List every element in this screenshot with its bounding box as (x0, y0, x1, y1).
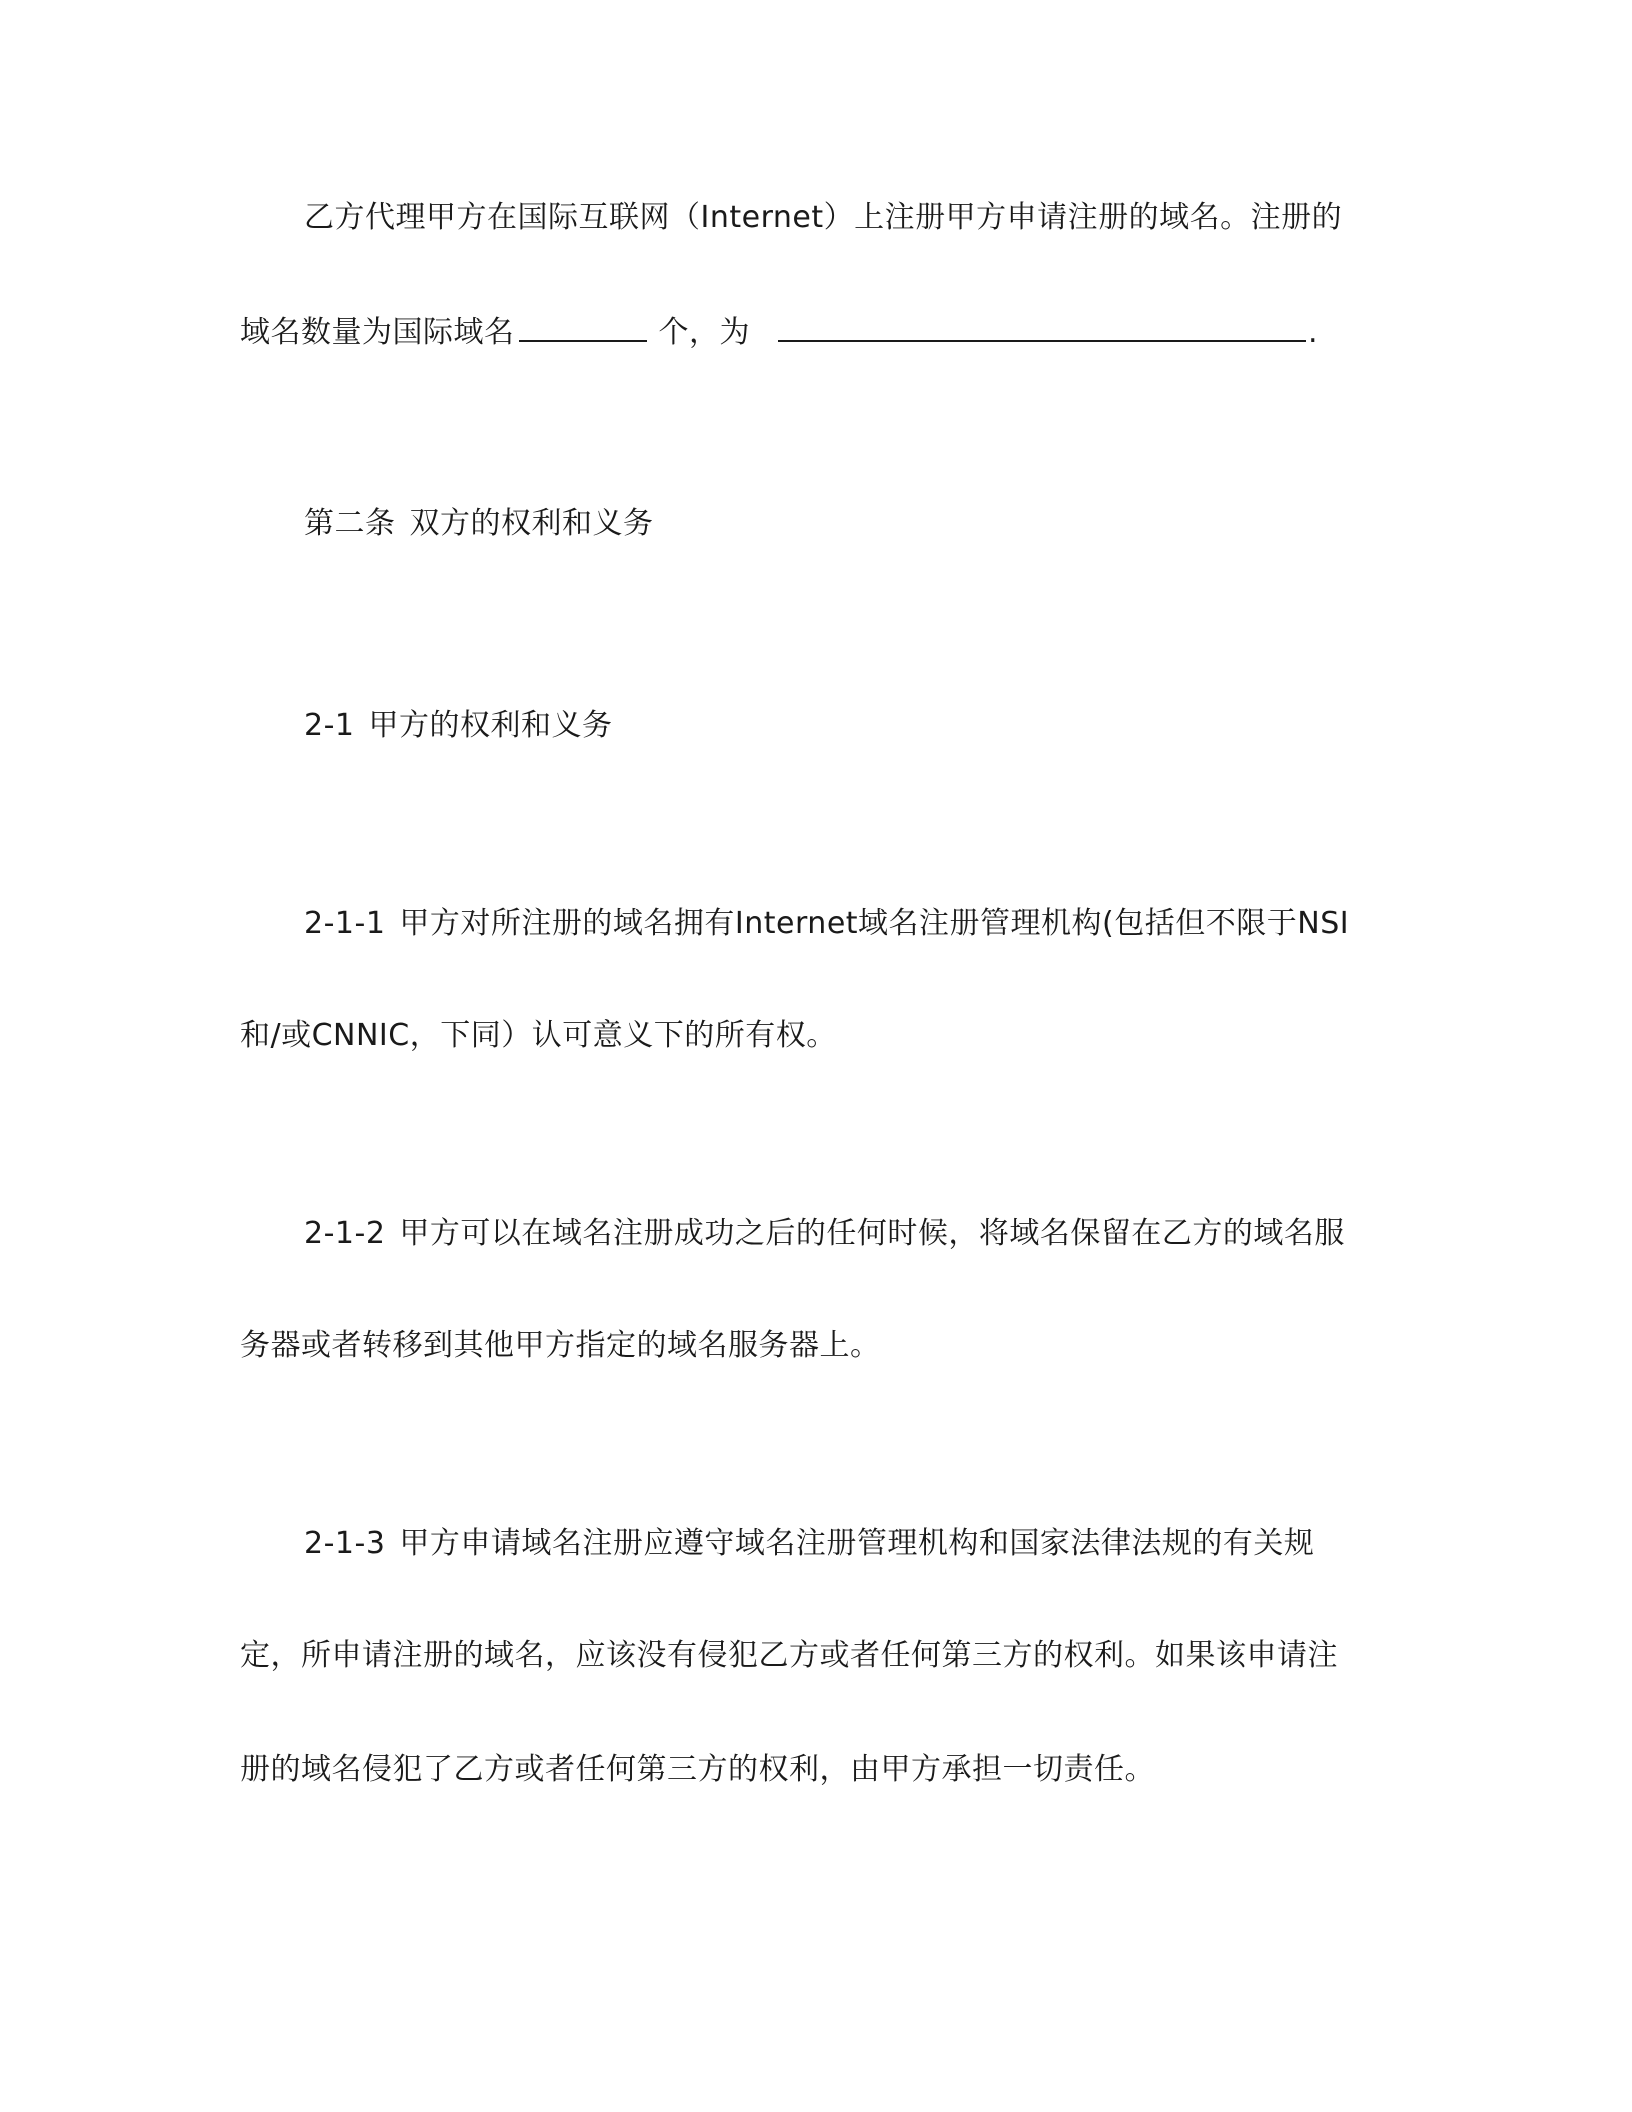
clause-2-1-2-number: 2-1-2 (304, 1216, 386, 1251)
paragraph-1-line-1: 乙方代理甲方在国际互联网（Internet）上注册甲方申请注册的域名。注册的 (304, 200, 1343, 235)
article-2-heading (304, 504, 654, 544)
clause-2-1-1-line-2: 和/或CNNIC，下同）认可意义下的所有权。 (240, 1018, 837, 1053)
clause-2-1-3-text-1: 甲方申请域名注册应遵守域名注册管理机构和国家法律法规的有关规 (399, 1526, 1315, 1561)
paragraph-1-line-2 (240, 312, 1318, 353)
clause-2-1-3-line-2: 定，所申请注册的域名，应该没有侵犯乙方或者任何第三方的权利。如果该申请注 (240, 1638, 1338, 1673)
line-end-period: . (1308, 315, 1319, 350)
clause-2-1-2-text-1: 甲方可以在域名注册成功之后的任何时候，将域名保留在乙方的域名服 (399, 1216, 1345, 1251)
domain-count-blank[interactable] (519, 312, 647, 342)
clause-2-1-3-line-3: 册的域名侵犯了乙方或者任何第三方的权利，由甲方承担一切责任。 (240, 1752, 1155, 1787)
section-2-1-number: 2-1 (304, 708, 355, 743)
clause-2-1-1-line-1 (304, 904, 1349, 944)
clause-2-1-3-number: 2-1-3 (304, 1526, 386, 1561)
section-2-1-heading (304, 706, 613, 746)
clause-2-1-2-line-2: 务器或者转移到其他甲方指定的域名服务器上。 (240, 1328, 881, 1363)
article-2-number: 第二条 (304, 506, 396, 541)
domain-names-blank[interactable] (778, 312, 1306, 342)
clause-2-1-2-line-1 (304, 1214, 1345, 1254)
domain-count-label: 域名数量为国际域名 (240, 315, 515, 350)
article-2-title: 双方的权利和义务 (409, 506, 654, 541)
domain-names-label: 个，为 (658, 315, 750, 350)
section-2-1-title: 甲方的权利和义务 (368, 708, 613, 743)
clause-2-1-1-text-1: 甲方对所注册的域名拥有Internet域名注册管理机构(包括但不限于NSI (399, 906, 1350, 941)
clause-2-1-3-line-1 (304, 1524, 1314, 1564)
clause-2-1-1-number: 2-1-1 (304, 906, 386, 941)
